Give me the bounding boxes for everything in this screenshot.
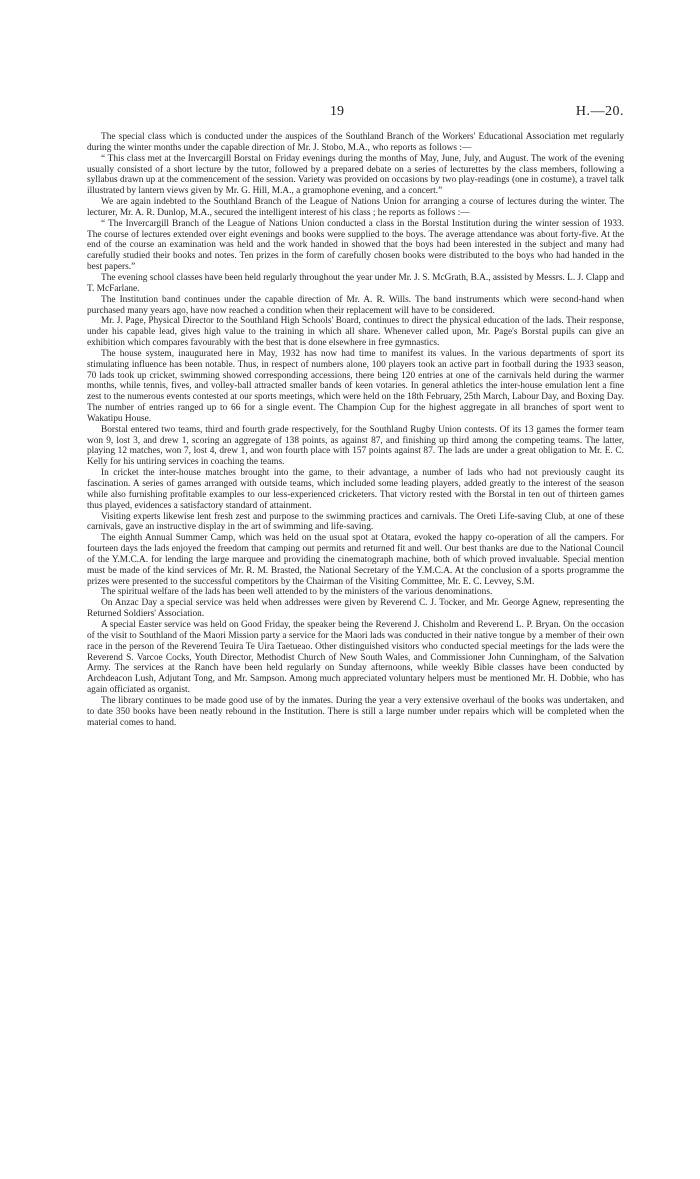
paragraph-library: The library continues to be made good use of by the inmates. During the year a very extensive overhaul of the books was undertaken, and to date 350 books have been neatly rebound in the Institution. There is still a large number under repairs which will be completed when the material comes to hand. xyxy=(87,695,624,728)
paragraph-anzac-day: On Anzac Day a special service was held when addresses were given by Reverend C. J. Tocker, and Mr. George Agnew, representing the Returned Soldiers' Association. xyxy=(87,598,624,620)
paragraph-rugby: Borstal entered two teams, third and fourth grade respectively, for the Southland Rugby Union contests. Of its 13 games the former team won 9, lost 3, and drew 1, scoring an aggregate of 138 points, as against 87, and finishing up third among the competing teams. The latter, playing 12 matches, won 7, lost 4, drew 1, and won fourth place with 157 points against 87. The lads are under a great obligation to Mr. E. C. Kelly for his untiring services in coaching the teams. xyxy=(87,424,624,468)
paragraph-summer-camp: The eighth Annual Summer Camp, which was held on the usual spot at Otatara, evoked the happy co-operation of all the campers. For fourteen days the lads enjoyed the freedom that camping out permits and returned fit and well. Our best thanks are due to the National Council of the Y.M.C.A. for lending the large marquee and providing the cinematograph machine, both of which proved invaluable. Special mention must be made of the kind services of Mr. R. M. Brasted, the National Secretary of the Y.M.C.A. At the conclusion of a sports programme the prizes were presented to the successful competitors by the Chairman of the Visiting Committee, Mr. E. C. Levvey, S.M. xyxy=(87,533,624,587)
paragraph-league-of-nations: We are again indebted to the Southland Branch of the League of Nations Union for arranging a course of lectures during the winter. The lecturer, Mr. A. R. Dunlop, M.A., secured the intelligent interest of his class ; he reports as follows :— xyxy=(87,197,624,218)
paragraph-band: The Institution band continues under the capable direction of Mr. A. R. Wills. The band instruments which were second-hand when purchased many years ago, have now reached a condition when their replacement will have to be considered. xyxy=(87,294,624,316)
paragraph-cricket: In cricket the inter-house matches brought into the game, to their advantage, a number of lads who had not previously caught its fascination. A series of games arranged with outside teams, which included some leading players, added greatly to the interest of the season while also furnishing profitable examples to our less-experienced cricketers. That victory rested with the Borstal in ten out of thirteen games thus played, evidences a satisfactory standard of attainment. xyxy=(87,468,624,511)
document-reference: H.—20. xyxy=(575,104,624,119)
paragraph-wea-class: The special class which is conducted under the auspices of the Southland Branch of the Workers' Educational Association met regularly during the winter months under the capable direction of Mr. J. Stobo, M.A., who reports as follows :— xyxy=(87,132,624,153)
paragraph-wea-report-quote: “ This class met at the Invercargill Borstal on Friday evenings during the months of May, June, July, and August. The work of the evening usually consisted of a short lecture by the tutor, followed by a prepared debate on a series of lecturettes by the class members, following a syllabus drawn up at the commencement of the session. Variety was provided on occasions by two play-readings (one in costume), a travel talk illustrated by lantern views given by Mr. G. Hill, M.A., a gramophone evening, and a concert.” xyxy=(87,153,624,197)
paragraph-league-report-quote: “ The Invercargill Branch of the League of Nations Union conducted a class in the Borstal Institution during the winter session of 1933. The course of lectures extended over eight evenings and books were supplied to the boys. The average attendance was about forty-five. At the end of the course an examination was held and the work handed in showed that the boys had been interested in the subject and many had carefully studied their books and notes. Ten prizes in the form of carefully chosen books were distributed to the boys who had handed in the best papers.” xyxy=(87,218,624,273)
paragraph-physical-education: Mr. J. Page, Physical Director to the Southland High Schools' Board, continues to direct the physical education of the lads. Their response, under his capable lead, gives high value to the training in which all share. Whenever called upon, Mr. Page's Borstal pupils can give an exhibition which compares favourably with the best that is done elsewhere in free gymnastics. xyxy=(87,316,624,349)
paragraph-evening-school: The evening school classes have been held regularly throughout the year under Mr. J. S. McGrath, B.A., assisted by Messrs. L. J. Clapp and T. McFarlane. xyxy=(87,272,624,294)
paragraph-easter-service: A special Easter service was held on Good Friday, the speaker being the Reverend J. Chisholm and Reverend L. P. Bryan. On the occasion of the visit to Southland of the Maori Mission party a service for the Maori lads was conducted in their native tongue by a member of their own race in the person of the Reverend Teuira Te Uira Taetueao. Other distinguished visitors who conducted special meetings for the lads were the Reverend S. Varcoe Cocks, Youth Director, Methodist Church of New South Wales, and Commissioner John Cunningham, of the Salvation Army. The services at the Ranch have been held regularly on Sunday afternoons, while weekly Bible classes have been conducted by Archdeacon Lush, Adjutant Tong, and Mr. Sampson. Among much appreciated voluntary helpers must be mentioned Mr. H. Dobbie, who has again officiated as organist. xyxy=(87,619,624,696)
page-header xyxy=(87,104,624,122)
page-number: 19 xyxy=(330,104,344,119)
paragraph-spiritual-welfare: The spiritual welfare of the lads has been well attended to by the ministers of the various denominations. xyxy=(101,587,493,598)
body-text xyxy=(87,132,624,728)
paragraph-swimming: Visiting experts likewise lent fresh zest and purpose to the swimming practices and carnivals. The Oreti Life-saving Club, at one of these carnivals, gave an instructive display in the art of swimming and life-saving. xyxy=(87,511,624,533)
paragraph-house-system: The house system, inaugurated here in May, 1932 has now had time to manifest its values. In the various departments of sport its stimulating influence has been notable. Thus, in respect of numbers alone, 100 players took an active part in football during the 1933 season, 70 lads took up cricket, swimming showed corresponding accessions, there being 120 entries at one of the carnivals held during the warmer months, while tennis, fives, and volley-ball attracted smaller bands of keen votaries. In general athletics the inter-house emulation lent a fine zest to the numerous events contested at our sports meetings, which were held on the 18th February, 25th March, Labour Day, and Boxing Day. The number of entries ranged up to 66 for a single event. The Champion Cup for the highest aggregate in all branches of sport went to Wakatipu House. xyxy=(87,348,624,424)
